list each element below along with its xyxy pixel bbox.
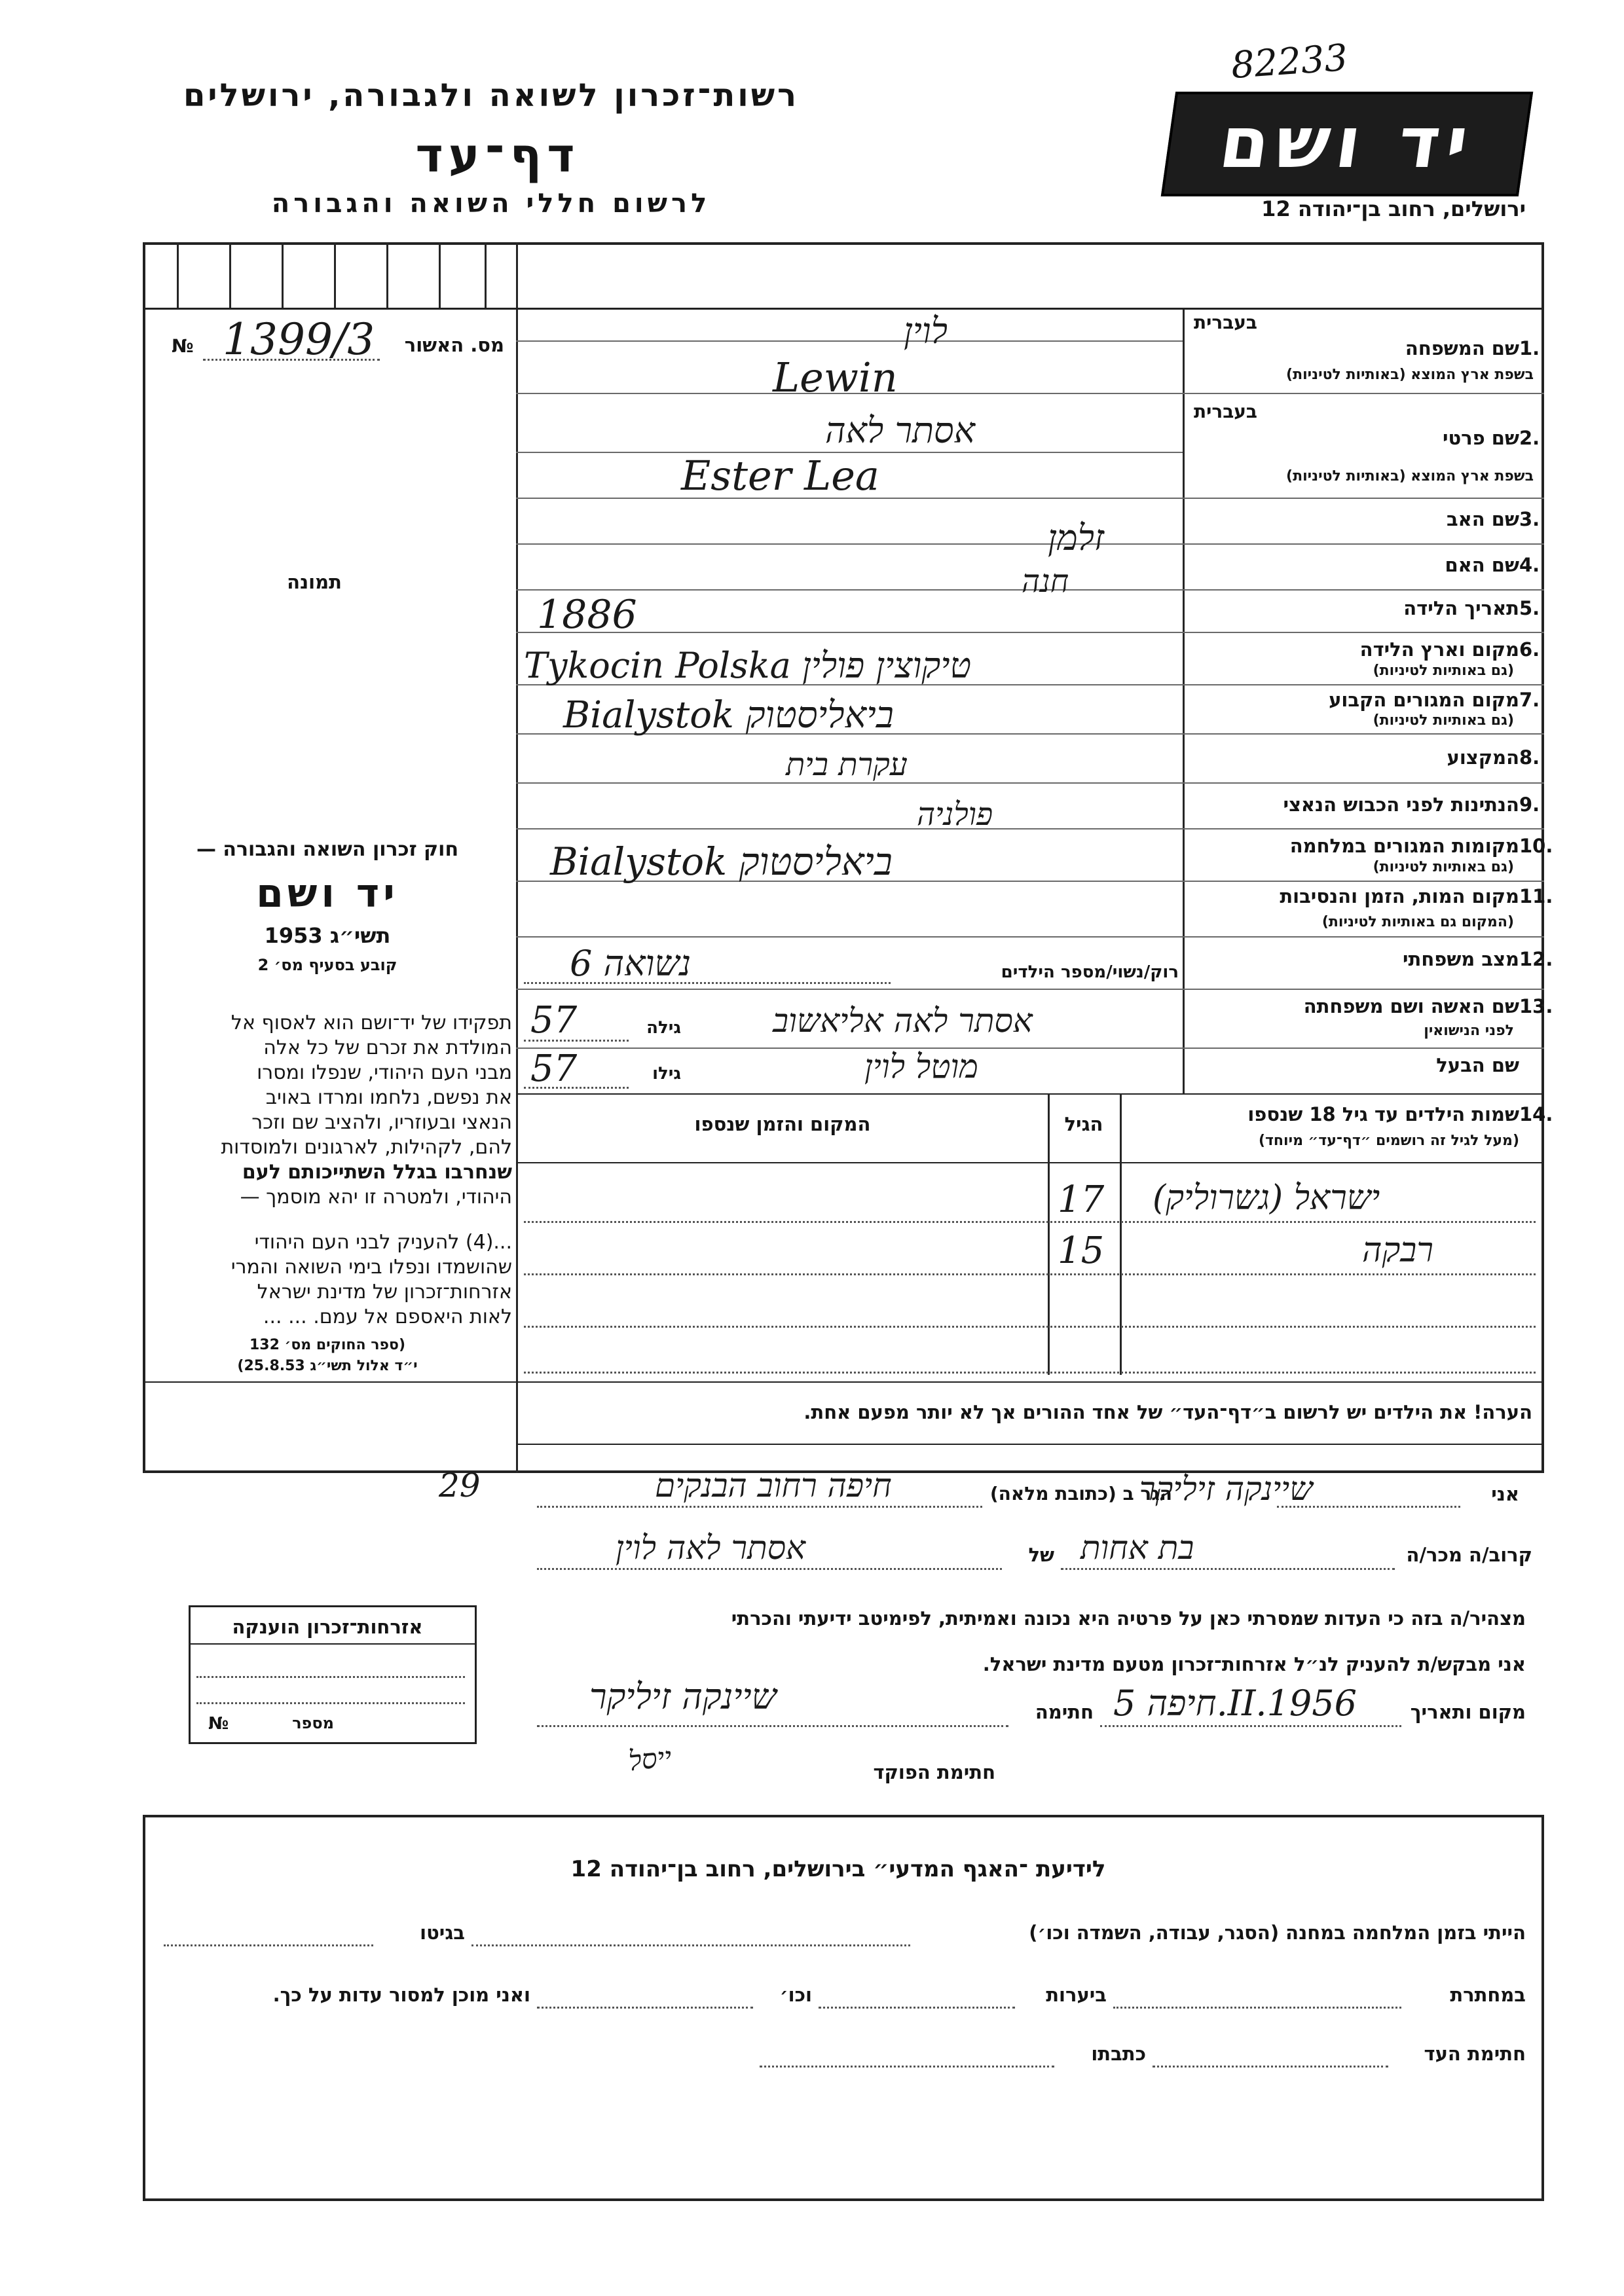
children-row-line (524, 1372, 1536, 1374)
bottom-line2-blank-a (1113, 2007, 1401, 2009)
children-row-line (524, 1326, 1536, 1328)
bottom-line3-a: חתימת העד (1424, 2043, 1526, 2065)
citizenship-no-label: מספר (292, 1714, 334, 1732)
label-row-line (1183, 498, 1544, 499)
box-div (334, 242, 336, 308)
law-text-line: להם, לקהילות, לארגונים ולמוסדות (221, 1136, 512, 1159)
label-row-line (1183, 684, 1544, 685)
box-div (485, 242, 487, 308)
field-4-num: 4. (1519, 554, 1540, 576)
box-div (229, 242, 231, 308)
law-text-line: הנאצי ובעוזריו, ולהציב שם וזכר (251, 1111, 512, 1134)
row-line (516, 589, 1183, 591)
box-div (282, 242, 284, 308)
field-2-sub: בשפת ארץ המוצא (באותיות לטיניות) (1286, 468, 1534, 484)
field-7-sub: (גם באותיות לטיניות) (1373, 712, 1514, 729)
field-11-label: מקום המות, הזמן והנסיבות (1280, 885, 1519, 907)
law-text-line: המולדת את זכרם של כל אלה (263, 1036, 512, 1059)
field-6-num: 6. (1519, 638, 1540, 661)
bottom-line1-blank-a (471, 1944, 910, 1946)
row-line (516, 1048, 1183, 1049)
field-12-extra-label: רוק/נשוי/מספר הילדים (1001, 962, 1179, 982)
note-text: הערה! את הילדים יש לרשום ב״דף־העד״ של אחד ההורים אך לא יותר מפעם אחת. (803, 1401, 1532, 1423)
husband-age-value: 57 (530, 1048, 578, 1090)
children-top (516, 1093, 1544, 1095)
field-13-sub: לפני הנישואין (1424, 1023, 1514, 1039)
decl-i-value: שיינקה זיליקר (1139, 1470, 1313, 1508)
bottom-line1-blank-b (164, 1944, 373, 1946)
label-row-line (1183, 733, 1544, 735)
children-header-bottom (516, 1162, 1544, 1163)
field-5-label: תאריך הלידה (1403, 597, 1519, 619)
decl-official-label: חתימת הפוקד (873, 1761, 995, 1783)
row-line (516, 340, 1183, 342)
field-8-value: עקרת בית (786, 746, 908, 783)
children-col-divider (1048, 1093, 1050, 1375)
bottom-line1-a: הייתי בזמן המלחמה במחנה (הסגר, עבודה, השמדה וכו׳) (1029, 1922, 1526, 1944)
field-13-num: 13. (1519, 995, 1553, 1017)
law-text2-line: שהושמדו ונפלו בימי השואה והמרי (231, 1256, 512, 1279)
field-9-num: 9. (1519, 793, 1540, 816)
label-row-line (1183, 393, 1544, 394)
citizenship-line (196, 1676, 465, 1678)
bottom-line2-blank-b (819, 2007, 1015, 2009)
children-col-age: הגיל (1064, 1113, 1103, 1135)
label-row-line (1183, 782, 1544, 784)
address: ירושלים, רחוב בן־יהודה 12 (1261, 196, 1526, 221)
note-top (516, 1381, 1544, 1383)
field-7-num: 7. (1519, 689, 1540, 711)
citizenship-no-symbol: № (208, 1714, 229, 1734)
column-divider-left (516, 242, 518, 1473)
decl-place-date-label: מקום ותאריך (1410, 1701, 1526, 1723)
law-year: תשי״ג 1953 (264, 923, 391, 948)
decl-relation-value: בת אחות (1080, 1529, 1194, 1567)
field-11-sub: (המקום גם באותיות לטיניות) (1321, 914, 1514, 930)
label-row-line (1183, 543, 1544, 545)
field-13-age-value: 57 (530, 999, 578, 1042)
law-title: חוק זכרון השואה והגבורה — (196, 838, 459, 861)
decl-relation-line (1061, 1568, 1395, 1570)
bottom-line2-a: במחתרת (1450, 1984, 1526, 2006)
form-title: דף־עד (415, 128, 580, 183)
field-13-label: שם האשה ושם משפחתה (1303, 995, 1519, 1017)
law-text-line: שנחרבו בגלל השתייכותם לעם (242, 1161, 512, 1184)
field-2-value-lat: Ester Lea (681, 452, 879, 500)
cert-no-label: מס. האשור (404, 334, 504, 356)
field-10-sub: (גם באותיות לטיניות) (1373, 859, 1514, 875)
law-name: יד ושם (256, 871, 399, 917)
box-div (177, 242, 179, 308)
citizenship-rule (189, 1643, 477, 1645)
label-row-line (1183, 936, 1544, 938)
child-1-name: ישראל (גשרוליק) (1153, 1178, 1380, 1218)
box-div (439, 242, 441, 308)
children-row-line (524, 1273, 1536, 1275)
photo-label: תמונה (287, 571, 342, 593)
decl-signature-value: שיינקה זיליקר (589, 1676, 777, 1717)
law-source: (ספר החוקים מס׳ 132 (249, 1337, 406, 1353)
field-1-label: שם המשפחה (1405, 337, 1519, 359)
authority-line: רשות־זכרון לשואה ולגבורה, ירושלים (183, 77, 800, 114)
field-1-sub: בשפת ארץ המוצא (באותיות לטיניות) (1286, 367, 1534, 383)
bottom-line2-c: וכו׳ (779, 1984, 812, 2006)
children-col-place: המקום והזמן שנספו (694, 1113, 871, 1135)
field-13-age-label: גילה (646, 1018, 681, 1038)
decl-residing-value: חיפה רחוב הבנקים (655, 1467, 892, 1504)
field-10-label: מקומות המגורים במלחמה (1289, 835, 1519, 857)
decl-signature-label: חתימה (1035, 1701, 1094, 1723)
form-subtitle: לרשום חללי השואה והגבורה (271, 189, 711, 219)
decl-i-label: אני (1491, 1483, 1519, 1505)
citizenship-line (196, 1702, 465, 1704)
decl-residing-label: הגר ב (כתובת מלאה) (989, 1483, 1172, 1504)
field-1-value-he: לוין (904, 310, 948, 352)
decl-of-label: של (1028, 1544, 1054, 1566)
field-7-value: Bialystok ביאליסטוק (563, 694, 894, 737)
row-line (516, 828, 1183, 829)
law-text2-line: אזרחות־זכרון של מדינת ישראל (257, 1281, 512, 1303)
decl-relation-label: קרוב/ה מכר/ה (1406, 1544, 1532, 1566)
children-sub: (מעל לגיל זה רושמים ״דף־עד״ מיוחד) (1258, 1133, 1519, 1149)
box-div (386, 242, 388, 308)
field-12-num: 12. (1519, 948, 1553, 970)
field-2-value-he: אסתר לאה (825, 410, 976, 451)
field-3-num: 3. (1519, 508, 1540, 530)
bottom-line2-d: ואני מוכן למסור עדות על כך. (272, 1984, 530, 2006)
label-row-line (1183, 881, 1544, 882)
bottom-line2-blank-c (537, 2007, 753, 2009)
archive-number: 82233 (1229, 36, 1350, 88)
decl-official-signature: ייסל (627, 1740, 673, 1777)
field-5-num: 5. (1519, 597, 1540, 619)
bottom-line1-b: בגיטו (420, 1922, 465, 1944)
field-2-tag: בעברית (1193, 401, 1257, 422)
child-2-age: 15 (1058, 1230, 1105, 1272)
decl-residing-line (537, 1506, 982, 1508)
decl-place-date-line (1100, 1725, 1401, 1727)
field-4-value: חנה (1022, 563, 1069, 600)
row-line (516, 989, 1183, 990)
law-clause: קובע בסעיף מס׳ 2 (257, 956, 397, 974)
label-row-line (1183, 632, 1544, 633)
cert-no-symbol: № (172, 335, 194, 357)
field-5-value: 1886 (537, 592, 637, 638)
husband-label: שם הבעל (1436, 1054, 1519, 1076)
children-label: שמות הילדים עד גיל 18 שנספו (1247, 1103, 1519, 1125)
law-text-line: היהודי, ולמטרה זו יהא מוסמך — (240, 1186, 512, 1209)
field-1-num: 1. (1519, 337, 1540, 359)
field-8-label: המקצוע (1447, 746, 1519, 769)
row-line (516, 936, 1183, 938)
bottom-line2-b: ביערות (1046, 1984, 1107, 2006)
decl-house-number: 29 (439, 1467, 481, 1504)
cert-no-line (203, 359, 380, 361)
husband-value: מוטל לוין (864, 1048, 978, 1085)
field-11-num: 11. (1519, 885, 1553, 907)
label-row-line (1183, 1048, 1544, 1049)
children-col-divider (1120, 1093, 1122, 1375)
bottom-line3-blank-b (760, 2066, 1054, 2068)
husband-age-label: גילו (652, 1064, 681, 1084)
children-num: 14. (1519, 1103, 1553, 1125)
law-date: י״ד אלול תשי״ג 25.8.53) (237, 1358, 418, 1374)
field-13-value: אסתר לאה אליאשוב (773, 1002, 1033, 1040)
label-row-line (1183, 828, 1544, 829)
top-boxes-row (143, 242, 1544, 310)
child-2-name: רבקה (1362, 1231, 1433, 1270)
field-9-value: פולניה (917, 796, 993, 833)
field-2-label: שם פרטי (1442, 427, 1519, 449)
field-1-tag: בעברית (1193, 312, 1257, 333)
note-bottom (516, 1444, 1544, 1445)
bottom-line3-b: כתבתו (1091, 2043, 1146, 2065)
law-text-line: מבני העם היהודי, שנפלו ומסרו (257, 1061, 512, 1084)
decl-request: אני מבקש/ת להעניק לנ״ל אזרחות־זכרון מטעם מדינת ישראל. (982, 1653, 1526, 1675)
left-divider (143, 1381, 516, 1383)
decl-of-value: אסתר לאה לוין (616, 1529, 806, 1567)
child-1-age: 17 (1058, 1178, 1105, 1221)
law-text-line: תפקידו של יד־ושם הוא לאסוף אל (231, 1011, 512, 1034)
yad-vashem-logo (1161, 92, 1533, 196)
children-row-line (524, 1221, 1536, 1223)
field-9-label: הנתינות לפני הכבוש הנאצי (1283, 793, 1519, 816)
law-text-line: את נפשם, נלחמו ומרדו באויב (265, 1086, 512, 1109)
label-row-line (1183, 589, 1544, 591)
field-10-value: Bialystok ביאליסטוק (550, 839, 893, 884)
cert-no-value: 1399/3 (223, 314, 375, 365)
logo-text: יד ושם (1214, 102, 1480, 184)
decl-signature-line (537, 1725, 1008, 1727)
field-2-num: 2. (1519, 427, 1540, 449)
field-3-label: שם האב (1446, 508, 1519, 530)
decl-statement: מצהיר/ה בזה כי העדות שמסרתי כאן על פרטיה היא נכונה ואמיתית, לפימיטב ידיעתי והכרתי (731, 1607, 1526, 1630)
law-text2-line: ...(4) להעניק לבני העם היהודי (254, 1231, 512, 1254)
field-6-label: מקום וארץ הלידה (1359, 638, 1519, 661)
field-1-value-lat: Lewin (773, 354, 898, 401)
decl-place-date-value: חיפה 5.II.1956 (1113, 1683, 1357, 1724)
field-6-value: Tykocin Polska טיקוצין פולין (524, 645, 972, 686)
field-10-num: 10. (1519, 835, 1553, 857)
bottom-line3-blank-a (1153, 2066, 1388, 2068)
field-6-sub: (גם באותיות לטיניות) (1373, 663, 1514, 679)
bottom-title: לידיעת ־האגף המדעי״ בירושלים, רחוב בן־יהודה 12 (570, 1856, 1106, 1882)
field-12-value: נשואה 6 (570, 943, 692, 984)
citizenship-box-title: אזרחות־זכרון הוענקה (232, 1616, 423, 1638)
decl-of-line (537, 1568, 1002, 1570)
field-7-label: מקום המגורים הקבוע (1329, 689, 1519, 711)
field-4-label: שם האם (1445, 554, 1519, 576)
column-divider-right (1183, 308, 1185, 1093)
law-text2-line: לאות היאספם אל עמם. ... ... (263, 1305, 512, 1328)
label-row-line (1183, 989, 1544, 990)
field-3-value: זלמן (1048, 517, 1105, 558)
field-12-label: מצב משפחתי (1402, 948, 1519, 970)
field-8-num: 8. (1519, 746, 1540, 769)
